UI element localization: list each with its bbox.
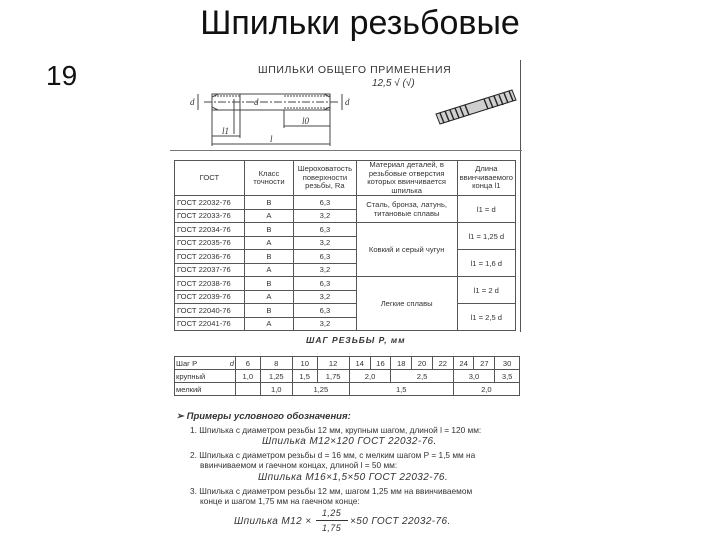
coarse-cell: 2,0 — [349, 370, 391, 383]
example-3-frac-bottom: 1,75 — [322, 523, 342, 533]
example-2-designation: Шпилька М16×1,5×50 ГОСТ 22032-76. — [258, 472, 449, 483]
diameter-cell: 10 — [292, 357, 317, 370]
cell-ra: 6,3 — [294, 277, 357, 291]
fine-label: мелкий — [175, 383, 236, 396]
example-3-text-cont: конце и шагом 1,75 мм на гаечном конце: — [200, 496, 360, 506]
cell-ra: 3,2 — [294, 263, 357, 277]
cell-gost: ГОСТ 22033-76 — [175, 209, 245, 223]
sheet-divider — [170, 150, 522, 151]
coarse-cell: 1,25 — [260, 370, 292, 383]
pitch-table — [174, 356, 520, 396]
cell-class: B — [244, 196, 293, 210]
cell-class: B — [244, 277, 293, 291]
table-row — [175, 277, 516, 291]
example-1-designation: Шпилька М12×120 ГОСТ 22032-76. — [262, 436, 437, 447]
label-l0: l0 — [302, 116, 310, 126]
cell-gost: ГОСТ 22038-76 — [175, 277, 245, 291]
coarse-cell: 1,0 — [236, 370, 261, 383]
stud-photo-icon — [432, 84, 518, 128]
cell-material: Сталь, бронза, латунь, титановые сплавы — [356, 196, 457, 223]
cell-class: B — [244, 223, 293, 237]
cell-ra: 3,2 — [294, 209, 357, 223]
diameter-cell: 6 — [236, 357, 261, 370]
cell-gost: ГОСТ 22040-76 — [175, 304, 245, 318]
diameter-cell: 14 — [349, 357, 370, 370]
cell-gost: ГОСТ 22035-76 — [175, 236, 245, 250]
example-3-text: 3. Шпилька с диаметром резьбы 12 мм, шагом 1,25 мм на ввинчиваемом — [190, 486, 473, 496]
sheet-border-right — [520, 60, 521, 332]
example-2-text-cont: ввинчиваемом и гаечном концах, длиной l = 50 мм: — [200, 460, 398, 470]
cell-class: A — [244, 263, 293, 277]
example-2-text: 2. Шпилька с диаметром резьбы d = 16 мм, с мелким шагом P = 1,5 мм на — [190, 450, 476, 460]
col-material: Материал деталей, в резьбовые отверстия которых ввинчивается шпилька — [356, 161, 457, 196]
example-1-text: 1. Шпилька с диаметром резьбы 12 мм, крупным шагом, длиной l = 120 мм: — [190, 425, 482, 435]
coarse-cell: 2,5 — [391, 370, 453, 383]
cell-class: B — [244, 250, 293, 264]
diameter-cell: 18 — [391, 357, 412, 370]
col-gost: ГОСТ — [175, 161, 245, 196]
table-row — [175, 357, 520, 370]
fine-cell: 1,25 — [292, 383, 349, 396]
pitch-corner — [175, 357, 236, 370]
fine-cell: 1,5 — [349, 383, 453, 396]
cell-ra: 6,3 — [294, 250, 357, 264]
fine-cell: 2,0 — [453, 383, 519, 396]
label-l1: l1 — [222, 126, 230, 136]
corner-p: Шаг P — [176, 358, 198, 368]
diameter-cell: 20 — [412, 357, 433, 370]
cell-material: Ковкий и серый чугун — [356, 223, 457, 277]
table-row — [175, 304, 516, 318]
cell-ra: 6,3 — [294, 304, 357, 318]
cell-length: l1 = 1,6 d — [457, 250, 515, 277]
cell-class: B — [244, 304, 293, 318]
cell-length: l1 = 2 d — [457, 277, 515, 304]
cell-ra: 6,3 — [294, 223, 357, 237]
roughness-mark — [372, 78, 415, 89]
table-row — [175, 196, 516, 210]
cell-class: A — [244, 209, 293, 223]
diameter-cell: 16 — [370, 357, 391, 370]
roughness-check-icon: √ (√) — [394, 78, 415, 89]
cell-gost: ГОСТ 22041-76 — [175, 317, 245, 331]
fine-cell: 1,0 — [260, 383, 292, 396]
stud-drawing — [174, 74, 364, 150]
coarse-cell: 3,0 — [453, 370, 495, 383]
col-length: Длина ввинчиваемого конца l1 — [457, 161, 515, 196]
label-d-left: d — [190, 97, 195, 107]
cell-length: l1 = d — [457, 196, 515, 223]
table-row — [175, 370, 520, 383]
slide-number: 19 — [46, 60, 78, 91]
label-d-right: d — [345, 97, 350, 107]
cell-material: Легкие сплавы — [356, 277, 457, 331]
corner-d: d — [229, 358, 234, 368]
cell-ra: 3,2 — [294, 317, 357, 331]
cell-gost: ГОСТ 22037-76 — [175, 263, 245, 277]
pitch-table-title: ШАГ РЕЗЬБЫ P, мм — [306, 335, 406, 345]
table-row — [175, 223, 516, 237]
cell-length: l1 = 2,5 d — [457, 304, 515, 331]
col-roughness: Шероховатость поверхности резьбы, Ra — [294, 161, 357, 196]
diameter-cell: 22 — [432, 357, 453, 370]
gost-table — [174, 160, 516, 331]
slide-title: Шпильки резьбовые — [200, 4, 520, 42]
label-l: l — [270, 134, 273, 144]
label-d-mid: d — [254, 97, 259, 107]
cell-gost: ГОСТ 22032-76 — [175, 196, 245, 210]
diameter-cell: 24 — [453, 357, 474, 370]
roughness-value: 12,5 — [372, 78, 392, 89]
example-3-designation-tail: ×50 ГОСТ 22032-76. — [350, 516, 451, 527]
coarse-cell: 1,5 — [292, 370, 317, 383]
example-3-designation: Шпилька М12 × — [234, 516, 312, 527]
cell-class: A — [244, 236, 293, 250]
cell-class: A — [244, 290, 293, 304]
cell-gost: ГОСТ 22039-76 — [175, 290, 245, 304]
table-row — [175, 383, 520, 396]
cell-length: l1 = 1,25 d — [457, 223, 515, 250]
cell-ra: 6,3 — [294, 196, 357, 210]
col-class: Класс точности — [244, 161, 293, 196]
cell-class: A — [244, 317, 293, 331]
diameter-cell: 30 — [495, 357, 520, 370]
cell-ra: 3,2 — [294, 236, 357, 250]
diameter-cell: 27 — [474, 357, 495, 370]
cell-gost: ГОСТ 22034-76 — [175, 223, 245, 237]
cell-ra: 3,2 — [294, 290, 357, 304]
coarse-cell: 1,75 — [317, 370, 349, 383]
fraction-bar — [316, 520, 348, 521]
examples-heading-text: Примеры условного обозначения: — [186, 411, 351, 422]
example-3-frac-top: 1,25 — [322, 508, 342, 518]
diameter-cell: 12 — [317, 357, 349, 370]
diameter-cell: 8 — [260, 357, 292, 370]
coarse-cell: 3,5 — [495, 370, 520, 383]
cell-gost: ГОСТ 22036-76 — [175, 250, 245, 264]
coarse-label: крупный — [175, 370, 236, 383]
table-row — [175, 250, 516, 264]
fine-cell-empty — [236, 383, 261, 396]
section-title: ШПИЛЬКИ ОБЩЕГО ПРИМЕНЕНИЯ — [258, 64, 452, 76]
examples-heading — [176, 411, 351, 422]
bullet-arrow-icon: ➢ — [176, 411, 187, 422]
